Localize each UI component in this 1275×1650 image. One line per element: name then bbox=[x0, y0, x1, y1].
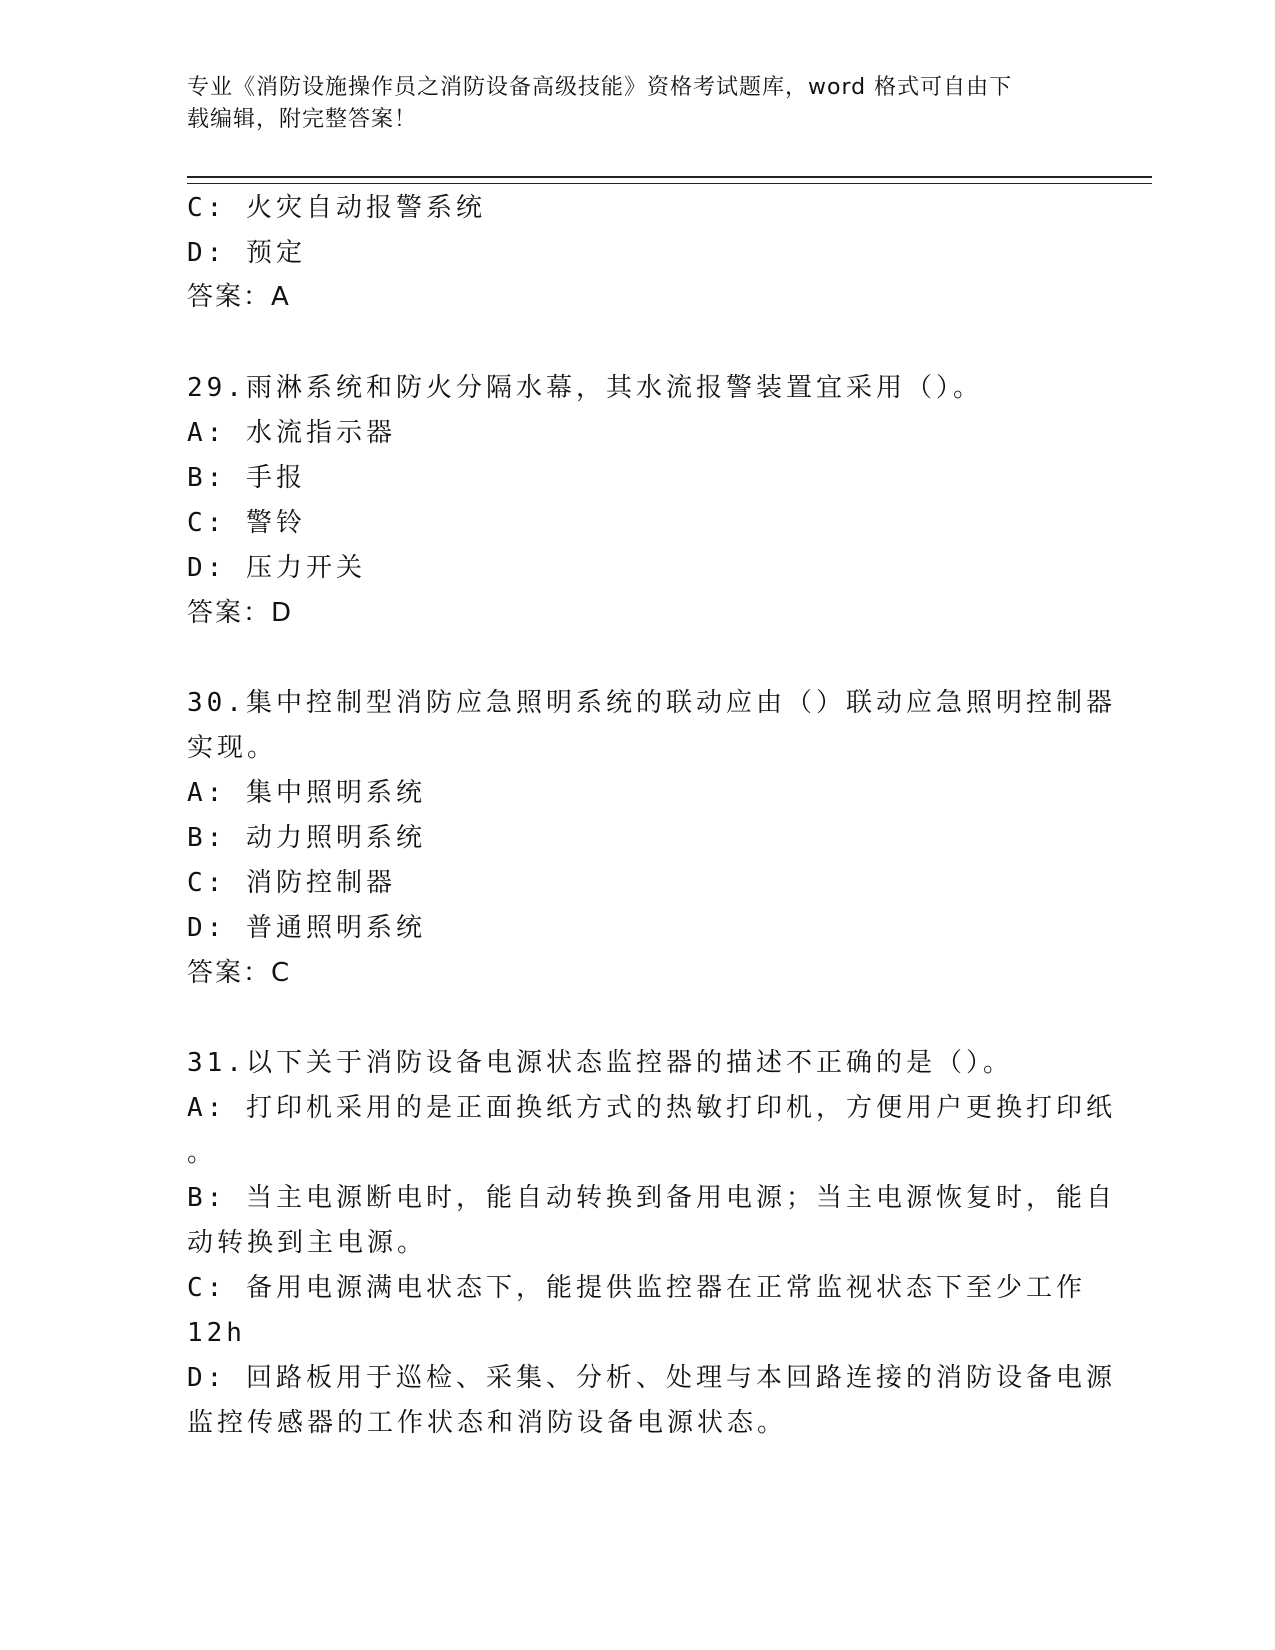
option-c: C: 火灾自动报警系统 bbox=[187, 193, 486, 223]
option-d: D: 普通照明系统 bbox=[187, 913, 426, 943]
option-d-continued: 监控传感器的工作状态和消防设备电源状态。 bbox=[187, 1408, 788, 1438]
question-stem: 30.集中控制型消防应急照明系统的联动应由（）联动应急照明控制器 bbox=[187, 688, 1116, 718]
option-b-continued: 动转换到主电源。 bbox=[187, 1228, 428, 1258]
question-stem: 29.雨淋系统和防火分隔水幕，其水流报警装置宜采用（）。 bbox=[187, 373, 983, 403]
option-b: B: 手报 bbox=[187, 463, 306, 493]
header-line-1: 专业《消防设施操作员之消防设备高级技能》资格考试题库，word 格式可自由下 bbox=[187, 75, 1013, 100]
document-header bbox=[187, 72, 1067, 136]
option-b: B: 动力照明系统 bbox=[187, 823, 426, 853]
option-a-continued: 。 bbox=[187, 1138, 218, 1168]
option-c: C: 消防控制器 bbox=[187, 868, 396, 898]
option-d: D: 预定 bbox=[187, 238, 306, 268]
option-d: D: 压力开关 bbox=[187, 553, 366, 583]
question-stem-continued: 实现。 bbox=[187, 733, 278, 763]
option-a: A: 集中照明系统 bbox=[187, 778, 426, 808]
question-stem: 31.以下关于消防设备电源状态监控器的描述不正确的是（）。 bbox=[187, 1048, 1013, 1078]
option-a: A: 水流指示器 bbox=[187, 418, 396, 448]
answer: 答案：A bbox=[187, 282, 291, 312]
header-line-2: 载编辑，附完整答案！ bbox=[187, 107, 418, 132]
header-divider-thin bbox=[187, 183, 1152, 184]
answer: 答案：C bbox=[187, 958, 292, 988]
option-c: C: 备用电源满电状态下，能提供监控器在正常监视状态下至少工作 bbox=[187, 1273, 1086, 1303]
option-c: C: 警铃 bbox=[187, 508, 306, 538]
header-divider-thick bbox=[187, 176, 1152, 178]
option-d: D: 回路板用于巡检、采集、分析、处理与本回路连接的消防设备电源 bbox=[187, 1363, 1116, 1393]
option-a: A: 打印机采用的是正面换纸方式的热敏打印机，方便用户更换打印纸 bbox=[187, 1093, 1116, 1123]
option-c-continued: 12h bbox=[187, 1318, 246, 1348]
option-b: B: 当主电源断电时，能自动转换到备用电源；当主电源恢复时，能自 bbox=[187, 1183, 1116, 1213]
answer: 答案：D bbox=[187, 598, 294, 628]
